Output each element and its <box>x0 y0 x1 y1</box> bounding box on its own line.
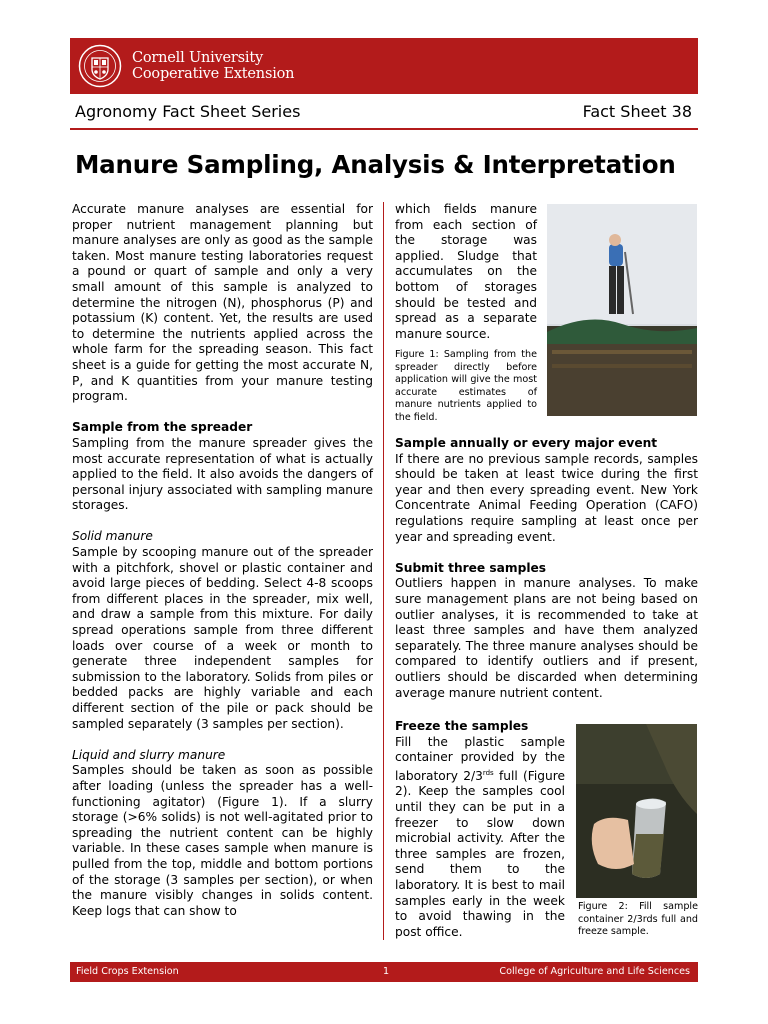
footer-left: Field Crops Extension <box>76 966 179 977</box>
freeze-paragraph: Fill the plastic sample container provided by the laboratory $2/3^{rds}$ full (Figure 2). Keep the samples cool until they can be put in a freezer to slow down microbial activity. After the three samples are frozen, send them to the laboratory. It is best to mail samples early in the week to avoid thawing in the post office. <box>395 734 565 939</box>
cornell-seal-logo <box>78 44 122 88</box>
series-label: Agronomy Fact Sheet Series <box>75 102 301 121</box>
figure1-photo <box>547 204 697 416</box>
solid-manure-heading: Solid manure <box>72 529 153 544</box>
right-column-top <box>395 202 537 342</box>
left-column <box>72 202 373 919</box>
footer-right: College of Agriculture and Life Sciences <box>499 966 690 977</box>
figure1-caption: Figure 1: Sampling from the spreader directly before application will give the most accurate estimates of manure nutrients applied to the field. <box>395 349 537 423</box>
header-banner <box>70 38 698 94</box>
header-rule <box>70 128 698 130</box>
annual-paragraph: If there are no previous sample records, samples should be taken at least twice during the first year and then every spreading event. New York Concentrate Animal Feeding Operation (CAFO) regulations require sampling at least once per year and spreading event. <box>395 451 698 544</box>
liquid-manure-paragraph: Samples should be taken as soon as possible after loading (unless the spreader has a well-functioning agitator) (Figure 1). If a slurry storage (>6% solids) is not well-agitated prior to spreading the nutrient content can be highly variable. In these cases sample when manure is pulled from the top, middle and bottom portions of the storage (3 samples per section), or when the manure visibly changes in solids content. Keep logs that can show to <box>72 763 373 918</box>
continued-paragraph: which fields manure from each section of the storage was applied. Sludge that accumulates on the bottom of storages should be tested and spread as a separate manure source. <box>395 202 537 341</box>
university-name: Cornell University Cooperative Extension <box>132 50 295 82</box>
column-divider <box>383 202 384 940</box>
right-column-bottom <box>395 719 565 940</box>
solid-manure-paragraph: Sample by scooping manure out of the spreader with a pitchfork, shovel or plastic container and avoid large pieces of bedding. Select 4-8 scoops from different places in the spreader, mix well, and draw a sample from this mixture. For daily spread operations sample from three different loads over course of a week or month to generate three independent samples for submission to the laboratory. Solids from piles or bedded packs are highly variable and each different section of the pile or pack should be sampled separately (3 samples per section). <box>72 545 373 731</box>
annual-heading: Sample annually or every major event <box>395 436 658 450</box>
fact-sheet-number: Fact Sheet 38 <box>582 102 692 121</box>
figure2-caption: Figure 2: Fill sample container 2/3rds full and freeze sample. <box>578 901 698 937</box>
three-samples-paragraph: Outliers happen in manure analyses. To make sure management plans are not being based on outlier analyses, it is recommended to take at least three samples and have them analyzed separately. The three manure analyses should be compared to identify outliers and if present, outliers should be discarded when determining average manure nutrient content. <box>395 576 698 700</box>
right-column-middle <box>395 436 698 701</box>
footer-bar <box>70 962 698 982</box>
page-title: Manure Sampling, Analysis & Interpretation <box>75 150 676 179</box>
three-samples-heading: Submit three samples <box>395 560 547 575</box>
spreader-heading: Sample from the spreader <box>72 420 253 435</box>
intro-paragraph: Accurate manure analyses are essential for proper nutrient management planning but manure analyses are only as good as the sample taken. Most manure testing laboratories request a pound or quart of sample and only a very small amount of this sample is analyzed to determine the nitrogen (N), phosphorus (P) and potassium (K) content. Yet, the results are used to determine the nutrients applied across the whole farm for the spreading season. This fact sheet is a guide for getting the most accurate N, P, and K quantities from your manure testing program. <box>72 202 373 404</box>
page-number: 1 <box>383 966 390 977</box>
freeze-heading: Freeze the samples <box>395 719 529 733</box>
spreader-paragraph: Sampling from the manure spreader gives the most accurate representation of what is actually applied to the field. It also avoids the dangers of personal injury associated with sampling manure storages. <box>72 435 373 513</box>
figure2-photo <box>576 724 697 898</box>
liquid-manure-heading: Liquid and slurry manure <box>72 747 226 762</box>
